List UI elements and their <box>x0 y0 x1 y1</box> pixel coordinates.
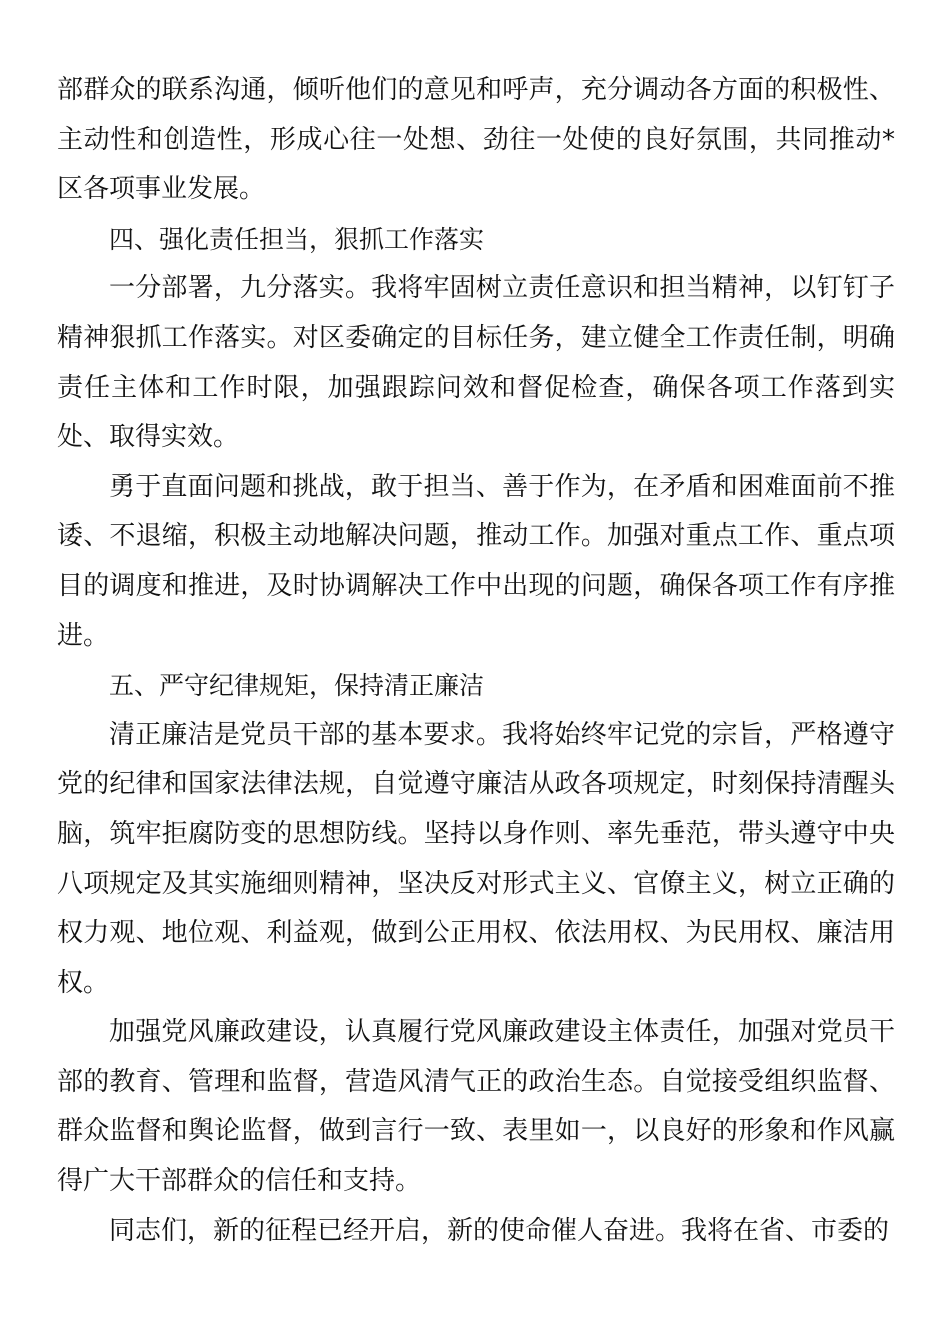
section-heading-4: 四、强化责任担当，狠抓工作落实 <box>109 224 485 254</box>
paragraph: 加强党风廉政建设，认真履行党风廉政建设主体责任，加强对党员干部的教育、管理和监督，营造风清气正的政治生态。自觉接受组织监督、群众监督和舆论监督，做到言行一致、表里如一，以良好的形象和作风赢得广大干部群众的信任和支持。 <box>57 1017 895 1197</box>
paragraph-continuation: 部群众的联系沟通，倾听他们的意见和呼声，充分调动各方面的积极性、主动性和创造性，形成心往一处想、劲往一处使的良好氛围，共同推动*区各项事业发展。 <box>57 75 895 205</box>
paragraph-closing: 同志们，新的征程已经开启，新的使命催人奋进。我将在省、市委的 <box>109 1215 890 1246</box>
paragraph: 清正廉洁是党员干部的基本要求。我将始终牢记党的宗旨，严格遵守党的纪律和国家法律法规，自觉遵守廉洁从政各项规定，时刻保持清醒头脑，筑牢拒腐防变的思想防线。坚持以身作则、率先垂范，带头遵守中央八项规定及其实施细则精神，坚决反对形式主义、官僚主义，树立正确的权力观、地位观、利益观，做到公正用权、依法用权、为民用权、廉洁用权。 <box>57 719 895 998</box>
paragraph: 一分部署，九分落实。我将牢固树立责任意识和担当精神，以钉钉子精神狠抓工作落实。对区委确定的目标任务，建立健全工作责任制，明确责任主体和工作时限，加强跟踪问效和督促检查，确保各项工作落到实处、取得实效。 <box>57 273 895 453</box>
paragraph: 勇于直面问题和挑战，敢于担当、善于作为，在矛盾和困难面前不推诿、不退缩，积极主动地解决问题，推动工作。加强对重点工作、重点项目的调度和推进，及时协调解决工作中出现的问题，确保各项工作有序推进。 <box>57 471 895 651</box>
section-heading-5: 五、严守纪律规矩，保持清正廉洁 <box>109 671 485 701</box>
document-body <box>57 66 895 1256</box>
